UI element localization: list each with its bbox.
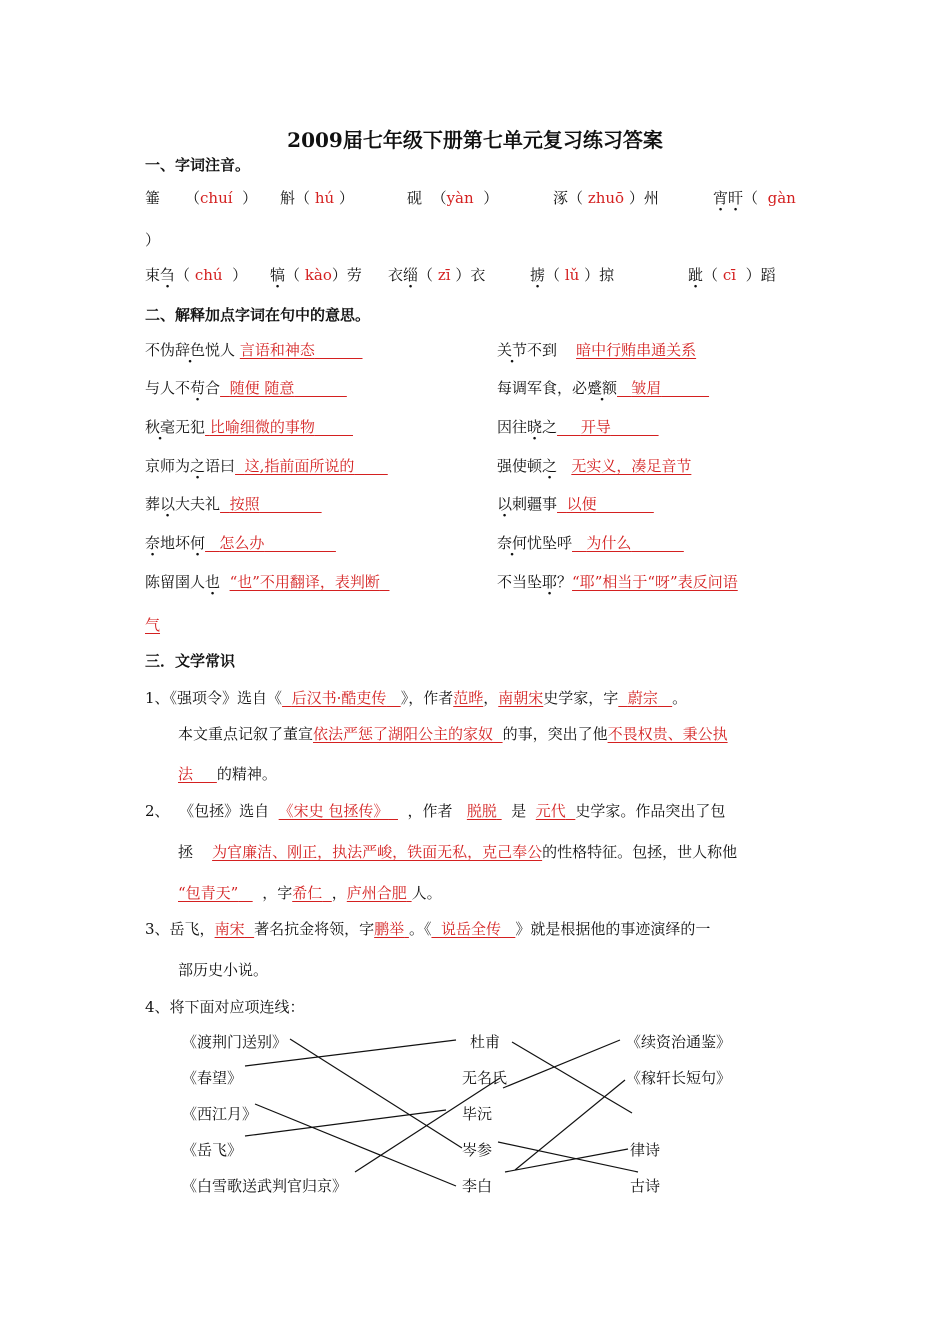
match-line [290,1039,462,1148]
pinyin-item: 掳（ lǔ ）掠 [530,266,615,284]
pinyin-item: 跐（ cī ）蹈 [688,266,776,284]
q2-line2: 拯 为官廉洁、刚正，执法严峻，铁面无私，克己奉公的性格特征。包拯，世人称他 [178,843,738,861]
section3-heading: 三．文学常识 [145,652,236,670]
definition-item: 葬以大夫礼 按照 [145,495,260,513]
definition-item: 京师为之语曰 这,指前面所说的 [145,457,355,475]
match-left-item: 《渡荆门送别》 [182,1033,288,1051]
definition-item: 强使顿之 无实义，凑足音节 [497,457,692,475]
match-right-item: 律诗 [630,1141,661,1159]
match-left-item: 《西江月》 [182,1105,258,1123]
section1-heading: 一、字词注音。 [145,156,251,174]
match-right-item: 《续资治通鉴》 [626,1033,732,1051]
q2-line1: 2、 《包拯》选自 《宋史 包拯传》 ，作者 脱脱 是 元代 史学家。作品突出了包 [145,802,726,820]
q1-line2: 本文重点记叙了董宣依法严惩了湖阳公主的家奴 的事，突出了他不畏权贵、秉公执 [178,725,728,743]
document-page: 2009届七年级下册第七单元复习练习答案 一、字词注音。 箠 （chuí ） 斛（ hú ） 砚 （yàn ） 涿（ zhuō ）州 宵旰（ gàn ） 束刍（ chú ） 犒（ kào）劳 衣缁（ zī ）衣 掳（ lǔ ）掠 跐（ cī ）蹈 二、解释加点字词在句中的意思。 不伪辞色悦人 言语和神态 关节不到 暗中行贿串通关系 与人不苟合 随便 随意 每调军食，必蹙额 皱眉 秋毫无犯 比喻细微的事物 因往晓之 开导 京师为之语曰 这,指前面所说的 强使顿之 无实义，凑足音节 葬以大夫礼 按照 以刺疆事 以便 奈地坏何 怎么办 奈何忧坠呼 为什么 陈留圉人也 “也”不用翻译，表判断 不当坠耶？“耶”相当于“呀”表反问语 气 三．文学常识 1、《强项令》选自《 后汉书·酷吏传 》，作者范晔，南朝宋史学家，字 蔚宗 。 本文重点记叙了董宣依法严惩了湖阳公主的家奴 的事，突出了他不畏权贵、秉公执 法 的精神。 2、 《包拯》选自 《宋史 包拯传》 ，作者 脱脱 是 元代 史学家。作品突出了包 拯 为官廉洁、刚正，执法严峻，铁面无私，克己奉公的性格特征。包拯，世人称他 “包青天” ，字希仁 ，庐州合肥 人。 3、岳飞，南宋 著名抗金将领，字鹏举 。《 说岳全传 》就是根据他的事迹演绎的一 部历史小说。 4、将下面对应项连线： 《渡荆门送别》 《春望》 《西江月》 《岳飞》 《白雪歌送武判官归京》 杜甫 无名氏 毕沅 岑参 李白 《续资治通鉴》 《稼轩长短句》 律诗 古诗 [0,0,950,1344]
definition-wrap: 气 [145,616,161,634]
definition-item: 陈留圉人也 “也”不用翻译，表判断 [145,573,380,591]
match-line [503,1040,620,1088]
definition-item: 不伪辞色悦人 言语和神态 [145,341,315,359]
pinyin-item: 束刍（ chú ） [145,266,248,284]
pinyin-item: 衣缁（ zī ）衣 [388,266,486,284]
match-line [255,1104,456,1186]
pinyin-item: 涿（ zhuō ）州 [553,189,659,207]
definition-item: 秋毫无犯 比喻细微的事物 [145,418,315,436]
q3-line1: 3、岳飞，南宋 著名抗金将领，字鹏举 。《 说岳全传 》就是根据他的事迹演绎的一 [145,920,711,938]
definition-item: 与人不苟合 随便 随意 [145,379,295,397]
match-left-item: 《岳飞》 [182,1141,243,1159]
match-mid-item: 杜甫 [470,1033,501,1051]
pinyin-item: 斛（ hú ） [280,189,354,207]
match-line [505,1149,628,1172]
match-line [245,1110,446,1136]
page-title: 2009届七年级下册第七单元复习练习答案 [287,128,663,152]
match-mid-item: 无名氏 [462,1069,508,1087]
match-mid-item: 岑参 [462,1141,493,1159]
match-left-item: 《春望》 [182,1069,243,1087]
match-mid-item: 李白 [462,1177,493,1195]
match-right-item: 古诗 [630,1177,661,1195]
definition-item: 每调军食，必蹙额 皱眉 [497,379,662,397]
q2-line3: “包青天” ，字希仁 ，庐州合肥 人。 [178,884,442,902]
section2-heading: 二、解释加点字词在句中的意思。 [145,306,371,324]
definition-item: 奈地坏何 怎么办 [145,534,265,552]
pinyin-item: 箠 [145,189,161,207]
match-line [515,1080,625,1170]
definition-item: 不当坠耶？“耶”相当于“呀”表反问语 [497,573,738,591]
q1-line3: 法 的精神。 [178,765,277,783]
definition-item: 关节不到 暗中行贿串通关系 [497,341,697,359]
match-line [512,1042,632,1113]
definition-item: 奈何忧坠呼 为什么 [497,534,632,552]
definition-item: 因往晓之 开导 [497,418,611,436]
pinyin-item: 砚 （yàn ） [407,189,499,207]
match-left-item: 《白雪歌送武判官归京》 [182,1177,348,1195]
pinyin-wrap: ） [145,231,161,249]
match-line [498,1142,638,1172]
pinyin-item: 宵旰（ gàn [713,189,796,207]
q4-instruction: 4、将下面对应项连线： [145,998,305,1016]
match-right-item: 《稼轩长短句》 [626,1069,732,1087]
pinyin-item: 犒（ kào）劳 [270,266,362,284]
q3-line2: 部历史小说。 [178,961,269,979]
definition-item: 以刺疆事 以便 [497,495,597,513]
match-mid-item: 毕沅 [462,1105,493,1123]
q1-line1: 1、《强项令》选自《 后汉书·酷吏传 》，作者范晔，南朝宋史学家，字 蔚宗 。 [145,689,688,707]
